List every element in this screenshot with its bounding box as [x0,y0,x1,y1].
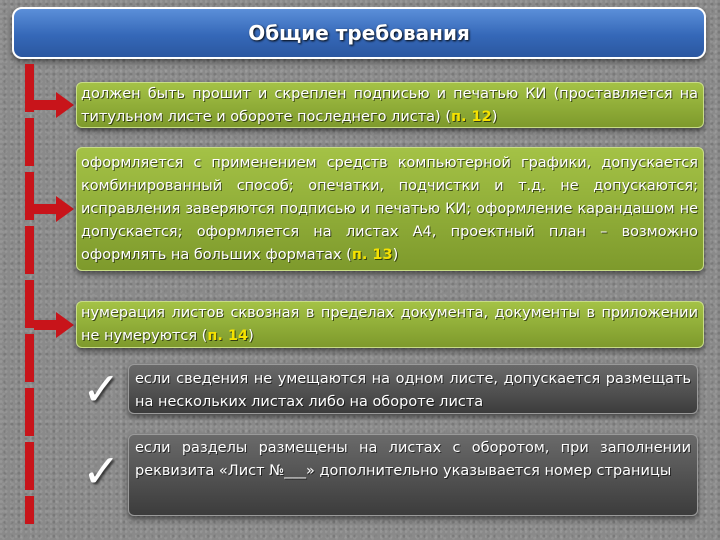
requirement-suffix: ) [491,109,498,125]
requirement-item [76,82,704,128]
clause-reference: п. 13 [351,247,393,263]
checkmark-icon: ✓ [82,362,121,416]
note-item [128,364,698,414]
title-bar [12,7,706,59]
clause-reference: п. 14 [207,328,249,344]
note-text: если сведения не умещаются на одном листе, допускается размещать на нескольких листах либо на обороте листа [135,371,691,410]
requirement-text: оформляется с применением средств компьютерной графики, допускается комбинированный способ; опечатки, подчистки и т.д. не допускаются; исправления заверяются подписью и печатью КИ; оформление карандашом не допускается; оформляется на листах А4, проектный план – возможно оформлять на больших форматах ( [81,155,698,263]
clause-reference: п. 12 [450,109,492,125]
requirement-suffix: ) [392,247,399,263]
requirement-item [76,147,704,271]
requirement-item [76,301,704,348]
arrow-right-icon [34,92,74,118]
checkmark-icon: ✓ [82,444,121,498]
slide-title: Общие требования [248,21,470,45]
requirement-suffix: ) [248,328,254,344]
left-accent-bar [25,64,34,524]
arrow-right-icon [34,312,74,338]
arrow-right-icon [34,196,74,222]
requirement-text: нумерация листов сквозная в пределах документа, документы в приложении не нумеруются ( [81,305,698,344]
note-text: если разделы размещены на листах с оборотом, при заполнении реквизита «Лист №___» дополнительно указывается номер страницы [135,440,691,479]
requirement-text: должен быть прошит и скреплен подписью и печатью КИ (проставляется на титульном листе и обороте последнего листа) ( [81,86,698,125]
note-item [128,434,698,516]
